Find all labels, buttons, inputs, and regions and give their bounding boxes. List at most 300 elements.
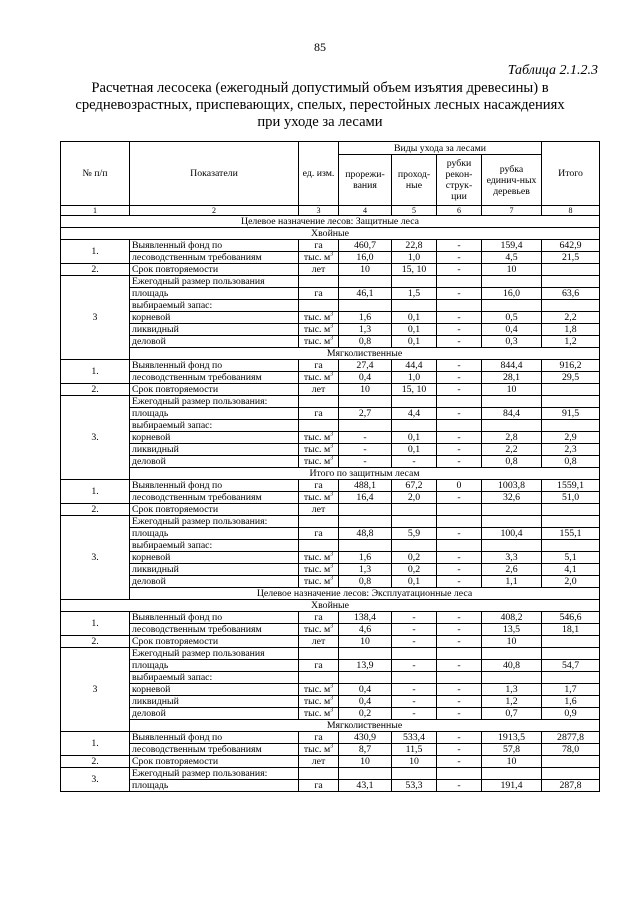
value-cell: -: [392, 636, 437, 648]
row-label: выбираемый запас:: [130, 300, 299, 312]
value-cell: 21,5: [542, 252, 600, 264]
empty-cell: [299, 672, 339, 684]
empty-cell: [542, 420, 600, 432]
value-cell: 0,1: [392, 324, 437, 336]
found-fund-row: [61, 372, 600, 384]
row-label: ликвидный: [130, 444, 299, 456]
empty-cell: [392, 672, 437, 684]
value-cell: 16,4: [339, 492, 392, 504]
colnum: 1: [61, 206, 130, 216]
row-label: выбираемый запас:: [130, 420, 299, 432]
business-stock-row: [61, 456, 600, 468]
row-label: выбираемый запас:: [130, 540, 299, 552]
row-number: 2.: [61, 756, 130, 768]
row-label: Ежегодный размер пользования:: [130, 396, 299, 408]
empty-cell: [482, 768, 542, 780]
value-cell: 10: [482, 636, 542, 648]
unit-cell: лет: [299, 384, 339, 396]
unit-power: 3: [330, 431, 334, 438]
value-cell: 84,4: [482, 408, 542, 420]
section-row: [61, 468, 600, 480]
header-row: [61, 142, 600, 155]
value-cell: -: [392, 456, 437, 468]
section-row: [61, 228, 600, 240]
unit-cell: га: [299, 288, 339, 300]
row-number: 3.: [61, 768, 130, 792]
empty-cell: [299, 276, 339, 288]
value-cell: 43,1: [339, 780, 392, 792]
value-cell: 287,8: [542, 780, 600, 792]
row-label: ликвидный: [130, 324, 299, 336]
value-cell: 0,2: [392, 552, 437, 564]
value-cell: 8,7: [339, 744, 392, 756]
unit-text: тыс. м: [303, 708, 331, 719]
row-label: Ежегодный размер пользования: [130, 648, 299, 660]
row-label: Ежегодный размер пользования:: [130, 768, 299, 780]
row-label: Срок повторяемости: [130, 384, 299, 396]
header-care-types: Виды ухода за лесами: [339, 142, 542, 155]
row-number: 1.: [61, 240, 130, 264]
liquid-stock-row: [61, 696, 600, 708]
unit-cell: [299, 336, 339, 348]
colnum: 2: [130, 206, 299, 216]
value-cell: 18,1: [542, 624, 600, 636]
value-cell: 1,2: [482, 696, 542, 708]
row-label: Выявленный фонд по: [130, 480, 299, 492]
value-cell: -: [437, 552, 482, 564]
value-cell: -: [392, 708, 437, 720]
value-cell: 0,2: [339, 708, 392, 720]
area-row: [61, 780, 600, 792]
empty-cell: [542, 540, 600, 552]
value-cell: -: [437, 360, 482, 372]
row-label: Срок повторяемости: [130, 636, 299, 648]
found-fund-row: [61, 360, 600, 372]
column-numbers-row: [61, 206, 600, 216]
value-cell: -: [392, 660, 437, 672]
unit-text: тыс. м: [303, 492, 331, 503]
value-cell: -: [437, 312, 482, 324]
value-cell: -: [437, 408, 482, 420]
value-cell: 155,1: [542, 528, 600, 540]
value-cell: [542, 756, 600, 768]
row-number: 1.: [61, 360, 130, 384]
value-cell: 10: [392, 756, 437, 768]
row-label: выбираемый запас:: [130, 672, 299, 684]
value-cell: 0,5: [482, 312, 542, 324]
unit-cell: га: [299, 732, 339, 744]
value-cell: 0,7: [482, 708, 542, 720]
value-cell: 28,1: [482, 372, 542, 384]
value-cell: 40,8: [482, 660, 542, 672]
unit-cell: [299, 444, 339, 456]
found-fund-row: [61, 480, 600, 492]
row-label: ликвидный: [130, 696, 299, 708]
unit-power: 3: [330, 443, 334, 450]
value-cell: 27,4: [339, 360, 392, 372]
unit-cell: лет: [299, 504, 339, 516]
unit-text: тыс. м: [303, 576, 331, 587]
value-cell: 11,5: [392, 744, 437, 756]
unit-cell: [299, 312, 339, 324]
business-stock-row: [61, 576, 600, 588]
value-cell: 642,9: [542, 240, 600, 252]
value-cell: -: [392, 624, 437, 636]
value-cell: 57,8: [482, 744, 542, 756]
header-unit: ед. изм.: [299, 142, 339, 206]
value-cell: -: [437, 576, 482, 588]
unit-cell: га: [299, 780, 339, 792]
value-cell: 0,1: [392, 444, 437, 456]
value-cell: 408,2: [482, 612, 542, 624]
value-cell: 91,5: [542, 408, 600, 420]
empty-cell: [392, 540, 437, 552]
value-cell: 1559,1: [542, 480, 600, 492]
value-cell: -: [437, 636, 482, 648]
stock-row: [61, 672, 600, 684]
value-cell: 0,2: [392, 564, 437, 576]
empty-cell: [392, 300, 437, 312]
value-cell: 4,1: [542, 564, 600, 576]
unit-cell: [299, 564, 339, 576]
header-num: № п/п: [61, 142, 130, 206]
empty-cell: [482, 276, 542, 288]
value-cell: -: [437, 732, 482, 744]
unit-text: тыс. м: [303, 444, 331, 455]
value-cell: [392, 504, 437, 516]
annual-row: [61, 516, 600, 528]
unit-text: тыс. м: [303, 324, 331, 335]
value-cell: 1003,8: [482, 480, 542, 492]
empty-cell: [299, 540, 339, 552]
empty-cell: [299, 768, 339, 780]
value-cell: 1,1: [482, 576, 542, 588]
value-cell: 48,8: [339, 528, 392, 540]
liquid-stock-row: [61, 444, 600, 456]
row-label: Выявленный фонд по: [130, 360, 299, 372]
value-cell: 1,6: [542, 696, 600, 708]
row-label: деловой: [130, 456, 299, 468]
row-label: лесоводственным требованиям: [130, 372, 299, 384]
value-cell: 0,1: [392, 576, 437, 588]
row-number: 2.: [61, 264, 130, 276]
unit-text: тыс. м: [303, 336, 331, 347]
value-cell: 13,5: [482, 624, 542, 636]
empty-cell: [482, 648, 542, 660]
table-caption: Таблица 2.1.2.3: [507, 63, 598, 78]
value-cell: 22,8: [392, 240, 437, 252]
value-cell: 10: [482, 756, 542, 768]
section-protective-total: Итого по защитным лесам: [130, 468, 600, 480]
colnum: 3: [299, 206, 339, 216]
empty-cell: [482, 300, 542, 312]
value-cell: 0,3: [482, 336, 542, 348]
empty-cell: [437, 300, 482, 312]
value-cell: 15, 10: [392, 264, 437, 276]
empty-cell: [482, 516, 542, 528]
value-cell: [542, 384, 600, 396]
found-fund-row: [61, 612, 600, 624]
stock-row: [61, 300, 600, 312]
empty-cell: [339, 396, 392, 408]
empty-cell: [437, 768, 482, 780]
row-label: площадь: [130, 780, 299, 792]
value-cell: 916,2: [542, 360, 600, 372]
unit-cell: лет: [299, 636, 339, 648]
value-cell: 0,9: [542, 708, 600, 720]
value-cell: -: [437, 696, 482, 708]
unit-text: тыс. м: [303, 312, 331, 323]
unit-text: тыс. м: [303, 552, 331, 563]
unit-text: тыс. м: [303, 624, 331, 635]
value-cell: [542, 504, 600, 516]
colnum: 5: [392, 206, 437, 216]
empty-cell: [437, 420, 482, 432]
value-cell: 10: [482, 384, 542, 396]
section-row: [61, 600, 600, 612]
found-fund-row: [61, 252, 600, 264]
period-row: [61, 384, 600, 396]
value-cell: [482, 504, 542, 516]
value-cell: 10: [339, 756, 392, 768]
root-stock-row: [61, 432, 600, 444]
value-cell: 430,9: [339, 732, 392, 744]
empty-cell: [392, 516, 437, 528]
unit-text: тыс. м: [303, 696, 331, 707]
header-thinning: прорежи-вания: [339, 155, 392, 206]
empty-cell: [542, 276, 600, 288]
unit-power: 3: [330, 335, 334, 342]
row-label: корневой: [130, 432, 299, 444]
row-number: 3.: [61, 396, 130, 480]
value-cell: 16,0: [339, 252, 392, 264]
period-row: [61, 756, 600, 768]
value-cell: -: [437, 684, 482, 696]
value-cell: 0: [437, 480, 482, 492]
value-cell: 63,6: [542, 288, 600, 300]
area-row: [61, 660, 600, 672]
value-cell: 0,8: [339, 336, 392, 348]
cutting-area-table: [60, 141, 600, 792]
value-cell: 0,4: [482, 324, 542, 336]
row-label: Выявленный фонд по: [130, 732, 299, 744]
unit-cell: [299, 744, 339, 756]
value-cell: 4,6: [339, 624, 392, 636]
unit-power: 3: [330, 695, 334, 702]
unit-text: тыс. м: [303, 744, 331, 755]
value-cell: 4,5: [482, 252, 542, 264]
empty-cell: [392, 768, 437, 780]
section-row: [61, 588, 600, 600]
empty-cell: [482, 672, 542, 684]
unit-cell: га: [299, 480, 339, 492]
value-cell: 2,3: [542, 444, 600, 456]
row-number: 2.: [61, 384, 130, 396]
unit-cell: [299, 576, 339, 588]
row-label: площадь: [130, 660, 299, 672]
unit-power: 3: [330, 311, 334, 318]
row-label: ликвидный: [130, 564, 299, 576]
header-indicators: Показатели: [130, 142, 299, 206]
value-cell: 533,4: [392, 732, 437, 744]
row-label: деловой: [130, 576, 299, 588]
value-cell: 10: [339, 636, 392, 648]
empty-cell: [437, 396, 482, 408]
header-total: Итого: [542, 142, 600, 206]
value-cell: [542, 636, 600, 648]
row-label: площадь: [130, 288, 299, 300]
subsection-deciduous: Мягколиственные: [130, 720, 600, 732]
row-label: корневой: [130, 552, 299, 564]
unit-text: тыс. м: [303, 252, 331, 263]
annual-row: [61, 648, 600, 660]
value-cell: 488,1: [339, 480, 392, 492]
value-cell: 138,4: [339, 612, 392, 624]
empty-cell: [482, 540, 542, 552]
found-fund-row: [61, 624, 600, 636]
unit-power: 3: [330, 575, 334, 582]
row-number: 2.: [61, 504, 130, 516]
value-cell: -: [437, 432, 482, 444]
value-cell: 54,7: [542, 660, 600, 672]
empty-cell: [437, 516, 482, 528]
area-row: [61, 408, 600, 420]
unit-power: 3: [330, 683, 334, 690]
annual-row: [61, 276, 600, 288]
subsection-deciduous: Мягколиственные: [130, 348, 600, 360]
row-label: Срок повторяемости: [130, 756, 299, 768]
value-cell: 16,0: [482, 288, 542, 300]
row-label: корневой: [130, 684, 299, 696]
value-cell: 2,2: [482, 444, 542, 456]
unit-cell: [299, 708, 339, 720]
value-cell: 2,8: [482, 432, 542, 444]
empty-cell: [339, 672, 392, 684]
unit-cell: га: [299, 408, 339, 420]
found-fund-row: [61, 732, 600, 744]
table-title: Расчетная лесосека (ежегодный допустимый объем изъятия древесины) в средневозрастных, приспевающих, спелых, перестойных лесных насаждениях при уходе за лесами: [75, 80, 565, 130]
value-cell: 44,4: [392, 360, 437, 372]
value-cell: 1,6: [339, 552, 392, 564]
empty-cell: [339, 276, 392, 288]
unit-power: 3: [330, 563, 334, 570]
unit-cell: [299, 624, 339, 636]
value-cell: 1,2: [542, 336, 600, 348]
section-protective: Целевое назначение лесов: Защитные леса: [61, 216, 600, 228]
subsection-conifer: Хвойные: [61, 600, 600, 612]
colnum: 7: [482, 206, 542, 216]
period-row: [61, 264, 600, 276]
value-cell: 0,1: [392, 312, 437, 324]
value-cell: -: [437, 252, 482, 264]
value-cell: -: [437, 564, 482, 576]
value-cell: -: [437, 744, 482, 756]
unit-power: 3: [330, 743, 334, 750]
empty-cell: [437, 276, 482, 288]
empty-cell: [339, 768, 392, 780]
header-single-trees: рубка единич-ных деревьев: [482, 155, 542, 206]
unit-cell: [299, 324, 339, 336]
unit-text: тыс. м: [303, 456, 331, 467]
row-label: Выявленный фонд по: [130, 612, 299, 624]
unit-cell: га: [299, 528, 339, 540]
row-label: лесоводственным требованиям: [130, 492, 299, 504]
unit-text: тыс. м: [303, 372, 331, 383]
row-label: Ежегодный размер пользования: [130, 276, 299, 288]
row-label: площадь: [130, 528, 299, 540]
unit-cell: [299, 696, 339, 708]
row-label: Срок повторяемости: [130, 264, 299, 276]
row-number: 1.: [61, 480, 130, 504]
empty-cell: [542, 672, 600, 684]
colnum: 8: [542, 206, 600, 216]
value-cell: 0,1: [392, 432, 437, 444]
value-cell: -: [339, 444, 392, 456]
empty-cell: [482, 420, 542, 432]
value-cell: 1,3: [339, 564, 392, 576]
empty-cell: [392, 276, 437, 288]
value-cell: 2,7: [339, 408, 392, 420]
empty-cell: [437, 648, 482, 660]
empty-cell: [437, 672, 482, 684]
unit-power: 3: [330, 491, 334, 498]
value-cell: 2877,8: [542, 732, 600, 744]
value-cell: -: [437, 456, 482, 468]
unit-text: тыс. м: [303, 432, 331, 443]
value-cell: -: [437, 756, 482, 768]
empty-cell: [392, 420, 437, 432]
unit-cell: [299, 552, 339, 564]
business-stock-row: [61, 708, 600, 720]
unit-cell: [299, 432, 339, 444]
unit-power: 3: [330, 455, 334, 462]
value-cell: -: [392, 684, 437, 696]
value-cell: 10: [339, 264, 392, 276]
row-label: лесоводственным требованиям: [130, 744, 299, 756]
subsection-conifer: Хвойные: [61, 228, 600, 240]
empty-cell: [339, 300, 392, 312]
unit-cell: га: [299, 360, 339, 372]
value-cell: 2,6: [482, 564, 542, 576]
value-cell: 460,7: [339, 240, 392, 252]
liquid-stock-row: [61, 324, 600, 336]
row-label: деловой: [130, 708, 299, 720]
value-cell: 32,6: [482, 492, 542, 504]
value-cell: 67,2: [392, 480, 437, 492]
value-cell: 2,9: [542, 432, 600, 444]
value-cell: 1,0: [392, 252, 437, 264]
value-cell: 1913,5: [482, 732, 542, 744]
section-row: [61, 720, 600, 732]
row-number: 2.: [61, 636, 130, 648]
stock-row: [61, 420, 600, 432]
unit-cell: га: [299, 612, 339, 624]
value-cell: 0,4: [339, 372, 392, 384]
business-stock-row: [61, 336, 600, 348]
unit-cell: [299, 372, 339, 384]
value-cell: 5,9: [392, 528, 437, 540]
unit-cell: [299, 684, 339, 696]
value-cell: -: [392, 612, 437, 624]
value-cell: 100,4: [482, 528, 542, 540]
value-cell: -: [437, 240, 482, 252]
empty-cell: [299, 648, 339, 660]
empty-cell: [542, 396, 600, 408]
value-cell: -: [437, 336, 482, 348]
empty-cell: [339, 648, 392, 660]
value-cell: [542, 264, 600, 276]
value-cell: 0,1: [392, 336, 437, 348]
